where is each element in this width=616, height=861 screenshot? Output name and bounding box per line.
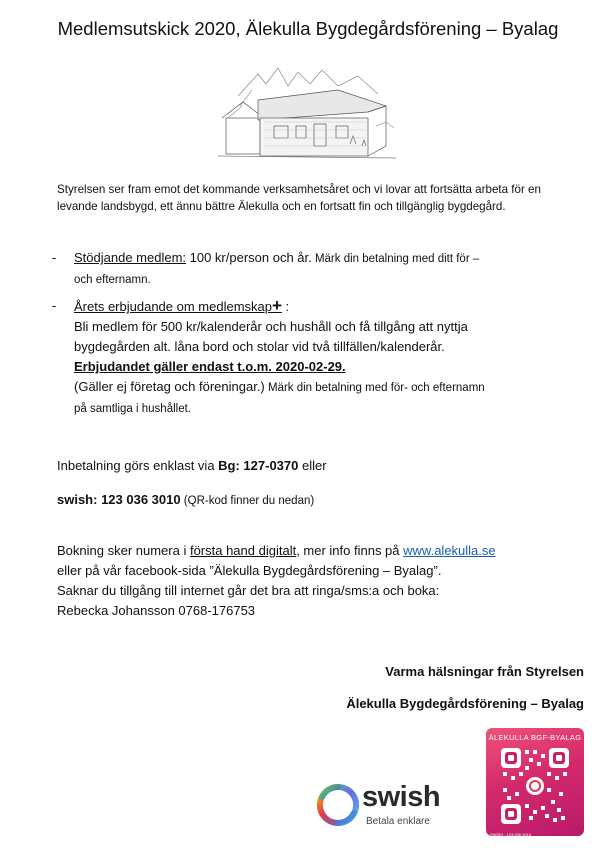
offer-note: Märk din betalning med för- och efternamn [264,382,485,394]
website-link[interactable]: www.alekulla.se [403,543,496,558]
payment-bankgiro: Inbetalning görs enklast via Bg: 127-0370 eller [57,458,327,473]
signature-greeting: Varma hälsningar från Styrelsen [385,664,584,679]
supporting-member-note2: och efternamn. [74,274,151,286]
offer-deadline: Erbjudandet gäller endast t.o.m. 2020-02-29. [74,359,346,374]
intro-paragraph: Styrelsen ser fram emot det kommande verksamhetsåret och vi lovar att fortsätta arbeta för en levande landsbygd, ett ännu bättre Älekulla och en fortsatt fin och tillgänglig bygdegård. [57,183,541,213]
bullet-membership-offer [52,296,582,415]
supporting-member-note: Märk din betalning med ditt för – [311,253,480,265]
swish-mark-icon [316,783,360,827]
offer-line1: Bli medlem för 500 kr/kalenderår och hushåll och få tillgång att nyttja [74,319,468,334]
bullet-dash: - [52,250,57,265]
offer-note2: på samtliga i hushållet. [74,403,191,415]
swish-qr-card [486,728,584,836]
offer-line2: bygdegården alt. låna bord och stolar vid två tillfällen/kalenderår. [74,339,445,354]
digital-first: första hand digitalt [189,543,297,558]
contact-line: Rebecka Johansson 0768-176753 [57,603,256,618]
qr-code-icon [501,748,569,824]
offer-plus: + [272,296,282,315]
bygdegard-illustration [218,66,396,166]
swish-note: (QR-kod finner du nedan) [180,495,315,507]
swish-logo [316,783,446,829]
offer-heading: Årets erbjudande om medlemskap [74,299,272,314]
booking-paragraph: Bokning sker numera i första hand digitalt, mer info finns på www.alekulla.se eller på vår facebook-sida ”Älekulla Bygdegårdsförening – Byalag”. Saknar du tillgång till internet går det bra att ringa/sms:a och boka: Rebecka Johansson 0768-176753 [57,543,496,618]
offer-line4: (Gäller ej företag och föreningar.) [74,379,265,394]
swish-number: swish: 123 036 3010 [57,492,181,507]
payment-swish [57,492,314,507]
bullet-dash: - [52,298,57,313]
swish-tagline: Betala enklare [366,816,430,827]
bankgiro-number: Bg: 127-0370 [218,458,299,473]
qr-card-header: ÄLEKULLA BGF-BYALAG [488,733,582,742]
qr-card-footer: SWISH · 123 036 3010 [490,832,532,837]
offer-colon: : [281,299,290,314]
swish-wordmark: swish [362,781,441,813]
document-title: Medlemsutskick 2020, Älekulla Bygdegårdsförening – Byalag [57,18,559,39]
signature-organization: Älekulla Bygdegårdsförening – Byalag [346,696,584,711]
supporting-member-price: 100 kr/person och år. [186,250,312,265]
bullet-supporting-member [52,248,572,286]
supporting-member-heading: Stödjande medlem: [74,250,187,265]
